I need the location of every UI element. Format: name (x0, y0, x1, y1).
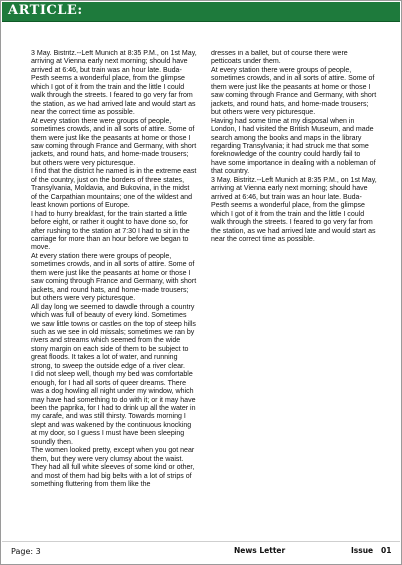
section-title: ARTICLE: (8, 3, 83, 18)
article-paragraph: I find that the district he named is in the extreme east of the country, just on the borders of three states, Transylvania, Moldavia, and Bukovina, in the midst of the Carpathian mountains; one of the wildest and least known portions of Europe. (31, 168, 197, 210)
article-paragraph: At every station there were groups of people, sometimes crowds, and in all sorts of attire. Some of them were just like the peasants at home or those I saw coming through France and Germany, with short jackets, and round hats, and home-made trousers; but others were very picturesque. (211, 66, 377, 117)
article-column-right (211, 50, 377, 528)
article-body (31, 50, 377, 528)
article-column-left (31, 50, 197, 528)
article-paragraph: dresses in a ballet, but of course there were petticoats under them. (211, 50, 348, 66)
article-paragraph: I had to hurry breakfast, for the train started a little before eight, or rather it ought to have done so, for after rushing to the station at 7:30 I had to sit in the carriage for more than an hour before we began to move. (31, 210, 190, 252)
article-paragraph: 3 May. Bistritz.--Left Munich at 8:35 P.M., on 1st May, arriving at Vienna early next morning; should have arrived at 6:46, but train was an hour late. Buda-Pesth seems a wonderful place, from the glimpse which I got of it from the train and the little I could walk through the streets. I feared to go very far from the station, as we had arrived late and would start as near the correct time as possible. (31, 50, 197, 117)
page-number: Page: 3 (11, 547, 41, 556)
article-paragraph: 3 May. Bistritz.--Left Munich at 8:35 P.M., on 1st May, arriving at Vienna early next morning; should have arrived at 6:46, but train was an hour late. Buda-Pesth seems a wonderful place, from the glimpse which I got of it from the train and the little I could walk through the streets. I feared to go very far from the station, as we had arrived late and would start as near the correct time as possible. (211, 176, 377, 243)
newsletter-name: News Letter (234, 546, 286, 555)
issue-label: Issue (351, 546, 374, 555)
article-paragraph: The women looked pretty, except when you got near them, but they were very clumsy about the waist. They had all full white sleeves of some kind or other, and most of them had big belts with a lot of strips of something fluttering from them like the (31, 447, 195, 489)
article-paragraph: At every station there were groups of people, sometimes crowds, and in all sorts of attire. Some of them were just like the peasants at home or those I saw coming through France and Germany, with short jackets, and round hats, and home-made trousers; but others were very picturesque. (31, 117, 197, 167)
article-paragraph: All day long we seemed to dawdle through a country which was full of beauty of every kind. Sometimes we saw little towns or castles on the top of steep hills such as we see in old missals; sometimes we ran by rivers and streams which seemed from the wide stony margin on each side of them to be subject to great floods. It takes a lot of water, and running strong, to sweep the outside edge of a river clear. (31, 303, 196, 370)
page-footer (2, 541, 400, 563)
article-paragraph: At every station there were groups of people, sometimes crowds, and in all sorts of attire. Some of them were just like the peasants at home or those I saw coming through France and Germany, with short jackets, and round hats, and home-made trousers; but others were very picturesque. (31, 252, 197, 303)
section-header-bar (2, 2, 400, 22)
article-paragraph: I did not sleep well, though my bed was comfortable enough, for I had all sorts of queer dreams. There was a dog howling all night under my window, which may have had something to do with it; or it may have been the paprika, for I had to drink up all the water in my carafe, and was still thirsty. Towards morning I slept and was wakened by the continuous knocking at my door, so I guess I must have been sleeping soundly then. (31, 371, 196, 446)
article-paragraph: Having had some time at my disposal when in London, I had visited the British Museum, and made search among the books and maps in the library regarding Transylvania; it had struck me that some foreknowledge of the country could hardly fail to have some importance in dealing with a nobleman of that country. (211, 117, 376, 176)
issue-number: 01 (381, 546, 392, 555)
